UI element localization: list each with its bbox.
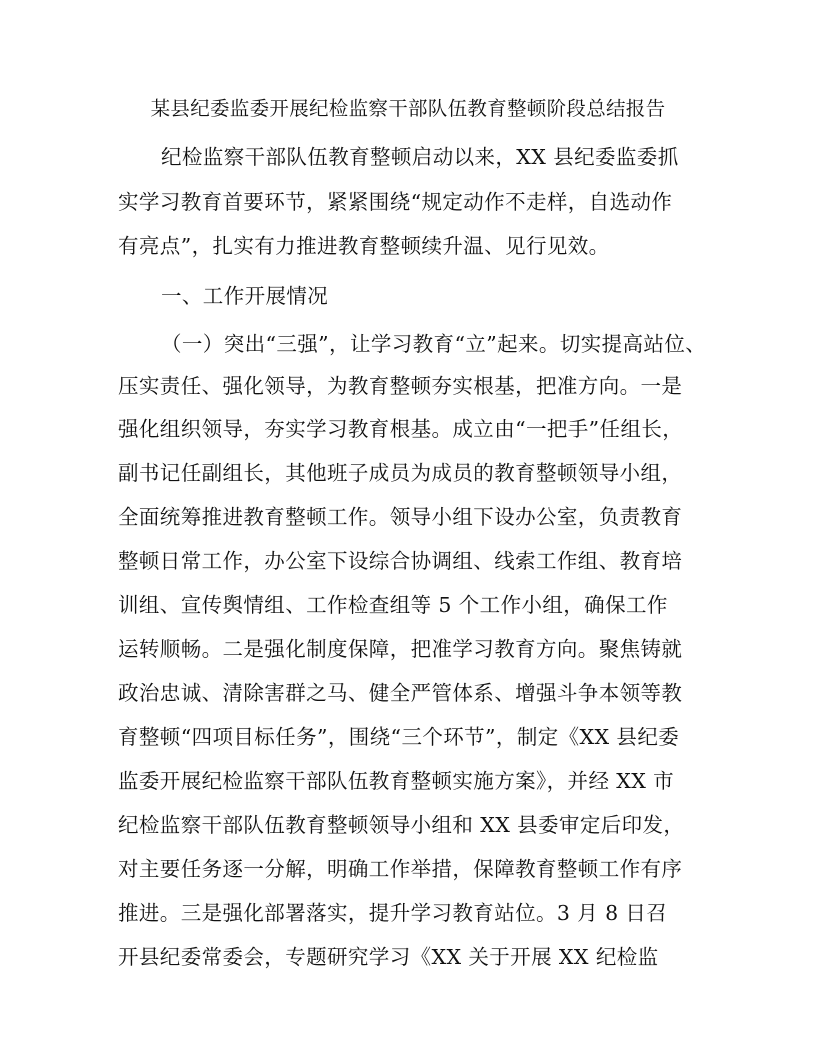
text-line-15: 监委开展纪检监察干部队伍教育整顿实施方案》，并经 XX 市 <box>118 769 675 793</box>
text-line-3: 有亮点”，扎实有力推进教育整顿续升温、见行见效。 <box>118 234 610 258</box>
text-line-17: 对主要任务逐一分解，明确工作举措，保障教育整顿工作有序 <box>118 857 683 881</box>
document-title: 某县纪委监委开展纪检监察干部队伍教育整顿阶段总结报告 <box>150 97 666 120</box>
text-line-11: 训组、宣传舆情组、工作检查组等 5 个工作小组，确保工作 <box>118 593 668 617</box>
text-line-7: 强化组织领导，夯实学习教育根基。成立由“一把手”任组长， <box>118 417 684 441</box>
text-line-5: （一）突出“三强”，让学习教育“立”起来。切实提高站位、 <box>161 332 707 356</box>
section-heading: 一、工作开展情况 <box>161 284 329 308</box>
text-line-10: 整顿日常工作，办公室下设综合协调组、线索工作组、教育培 <box>118 549 683 573</box>
text-line-8: 副书记任副组长，其他班子成员为成员的教育整顿领导小组， <box>118 461 683 485</box>
text-line-6: 压实责任、强化领导，为教育整顿夯实根基，把准方向。一是 <box>118 374 683 398</box>
text-line-9: 全面统筹推进教育整顿工作。领导小组下设办公室，负责教育 <box>118 505 683 529</box>
text-line-19: 开县纪委常委会，专题研究学习《XX 关于开展 XX 纪检监 <box>118 945 659 969</box>
text-line-14: 育整顿“四项目标任务”，围绕“三个环节”，制定《XX 县纪委 <box>118 725 680 749</box>
text-line-18: 推进。三是强化部署落实，提升学习教育站位。3 月 8 日召 <box>118 901 668 925</box>
text-line-2: 实学习教育首要环节，紧紧围绕“规定动作不走样，自选动作 <box>118 190 673 214</box>
text-line-1: 纪检监察干部队伍教育整顿启动以来，XX 县纪委监委抓 <box>161 145 679 169</box>
text-line-13: 政治忠诚、清除害群之马、健全严管体系、增强斗争本领等教 <box>118 681 683 705</box>
text-line-12: 运转顺畅。二是强化制度保障，把准学习教育方向。聚焦铸就 <box>118 637 683 661</box>
text-line-16: 纪检监察干部队伍教育整顿领导小组和 XX 县委审定后印发， <box>118 813 685 837</box>
